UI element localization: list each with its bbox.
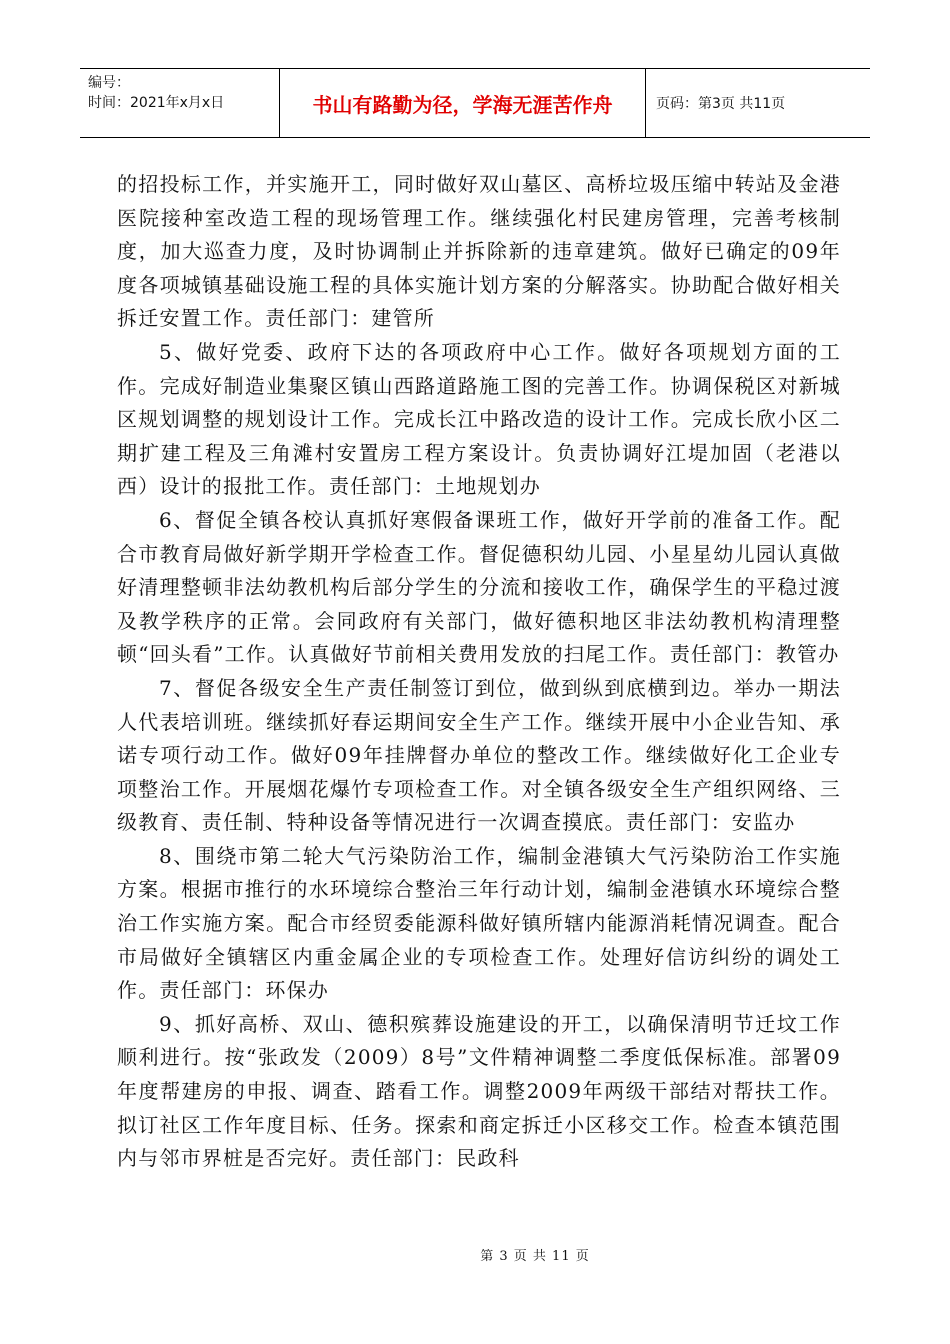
header-page-number: 页码：第3页 共11页 [656,96,786,112]
paragraph-continued: 的招投标工作，并实施开工，同时做好双山墓区、高桥垃圾压缩中转站及金港医院接种室改造工程的现场管理工作。继续强化村民建房管理，完善考核制度，加大巡查力度，及时协调制止并拆除新的违章建筑。做好已确定的09年度各项城镇基础设施工程的具体实施计划方案的分解落实。协助配合做好相关拆迁安置工作。责任部门：建管所 [117,172,841,331]
serial-number-label: 编号： [88,75,130,91]
paragraph-item-7: 7、督促各级安全生产责任制签订到位，做到纵到底横到边。举办一期法人代表培训班。继续抓好春运期间安全生产工作。继续开展中小企业告知、承诺专项行动工作。做好09年挂牌督办单位的整改工作。继续做好化工企业专项整治工作。开展烟花爆竹专项检查工作。对全镇各级安全生产组织网络、三级教育、责任制、特种设备等情况进行一次调查摸底。责任部门：安监办 [117,675,841,835]
document-body [117,168,841,1176]
paragraph-item-9: 9、抓好高桥、双山、德积殡葬设施建设的开工，以确保清明节迁坟工作顺利进行。按“张政发（2009）8号”文件精神调整二季度低保标准。部署09年度帮建房的申报、调查、踏看工作。调整2009年两级干部结对帮扶工作。拟订社区工作年度目标、任务。探索和商定拆迁小区移交工作。检查本镇范围内与邻市界桩是否完好。责任部门：民政科 [117,1011,841,1171]
page-header [80,68,870,138]
time-label: 时间：2021年x月x日 [88,95,225,111]
paragraph-item-5: 5、做好党委、政府下达的各项政府中心工作。做好各项规划方面的工作。完成好制造业集聚区镇山西路道路施工图的完善工作。协调保税区对新城区规划调整的规划设计工作。完成长江中路改造的设计工作。完成长欣小区二期扩建工程及三角滩村安置房工程方案设计。负责协调好江堤加固（老港以西）设计的报批工作。责任部门：土地规划办 [117,339,841,499]
paragraph-item-8: 8、围绕市第二轮大气污染防治工作，编制金港镇大气污染防治工作实施方案。根据市推行的水环境综合整治三年行动计划，编制金港镇水环境综合整治工作实施方案。配合市经贸委能源科做好镇所辖内能源消耗情况调查。配合市局做好全镇辖区内重金属企业的专项检查工作。处理好信访纠纷的调处工作。责任部门：环保办 [117,843,841,1003]
page-footer: 第 3 页 共 11 页 [480,1249,590,1264]
header-motto: 书山有路勤为径，学海无涯苦作舟 [280,69,646,137]
header-meta [80,69,280,137]
paragraph-item-6: 6、督促全镇各校认真抓好寒假备课班工作，做好开学前的准备工作。配合市教育局做好新学期开学检查工作。督促德积幼儿园、小星星幼儿园认真做好清理整顿非法幼教机构后部分学生的分流和接收工作，确保学生的平稳过渡及教学秩序的正常。会同政府有关部门，做好德积地区非法幼教机构清理整顿“回头看”工作。认真做好节前相关费用发放的扫尾工作。责任部门：教管办 [117,507,841,667]
